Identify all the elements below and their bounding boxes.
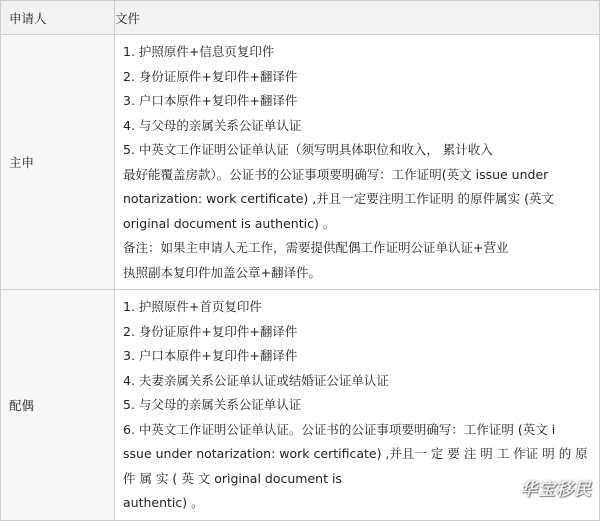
table-row-main-applicant bbox=[1, 35, 600, 290]
document-line: 3. 户口本原件+复印件+翻译件 bbox=[123, 348, 298, 363]
document-line: authentic) 。 bbox=[123, 495, 204, 510]
document-line: 2. 身份证原件+复印件+翻译件 bbox=[123, 68, 298, 84]
main-applicant-documents bbox=[115, 35, 600, 290]
table-header-row bbox=[1, 1, 600, 35]
document-line: 2. 身份证原件+复印件+翻译件 bbox=[123, 323, 298, 339]
document-line: notarization: work certificate) ,并且一定要注明工作证明 的原件属实 (英文 bbox=[123, 191, 555, 206]
document-line: 最好能覆盖房款）。公证书的公证事项要明确写：工作证明(英文 issue under bbox=[123, 166, 549, 182]
document-line: 4. 与父母的亲属关系公证单认证 bbox=[123, 117, 302, 133]
document-line: 6. 中英文工作证明公证单认证。公证书的公证事项要明确写：工作证明 (英文 i bbox=[123, 421, 556, 437]
watermark-logo: 华宝移民 bbox=[520, 480, 592, 500]
document-line: 1. 护照原件+信息页复印件 bbox=[123, 44, 275, 59]
document-line: ssue under notarization: work certificate) ,并且一 定 要 注 明 工 作证 明 的 原 bbox=[123, 446, 588, 461]
row-label-main-applicant: 主申 bbox=[1, 35, 115, 290]
document-line: original document is authentic) 。 bbox=[123, 215, 336, 231]
row-label-spouse: 配偶 bbox=[1, 290, 115, 521]
document-line: 件 属 实 ( 英 文 original document is bbox=[123, 470, 342, 486]
document-line: 5. 中英文工作证明公证单认证（须写明具体职位和收入， 累计收入 bbox=[123, 142, 493, 157]
document-line: 3. 户口本原件+复印件+翻译件 bbox=[123, 93, 298, 108]
document-line: 5. 与父母的亲属关系公证单认证 bbox=[123, 397, 302, 412]
remark-line: 备注：如果主申请人无工作，需要提供配偶工作证明公证单认证+营业 bbox=[123, 240, 509, 255]
document-line: 4. 夫妻亲属关系公证单认证或结婚证公证单认证 bbox=[123, 372, 389, 388]
remark-line: 执照副本复印件加盖公章+翻译件。 bbox=[123, 264, 321, 280]
header-applicant: 申请人 bbox=[1, 1, 115, 35]
table-row-spouse bbox=[1, 290, 600, 521]
header-documents: 文件 bbox=[115, 1, 600, 35]
document-line: 1. 护照原件+首页复印件 bbox=[123, 299, 262, 314]
